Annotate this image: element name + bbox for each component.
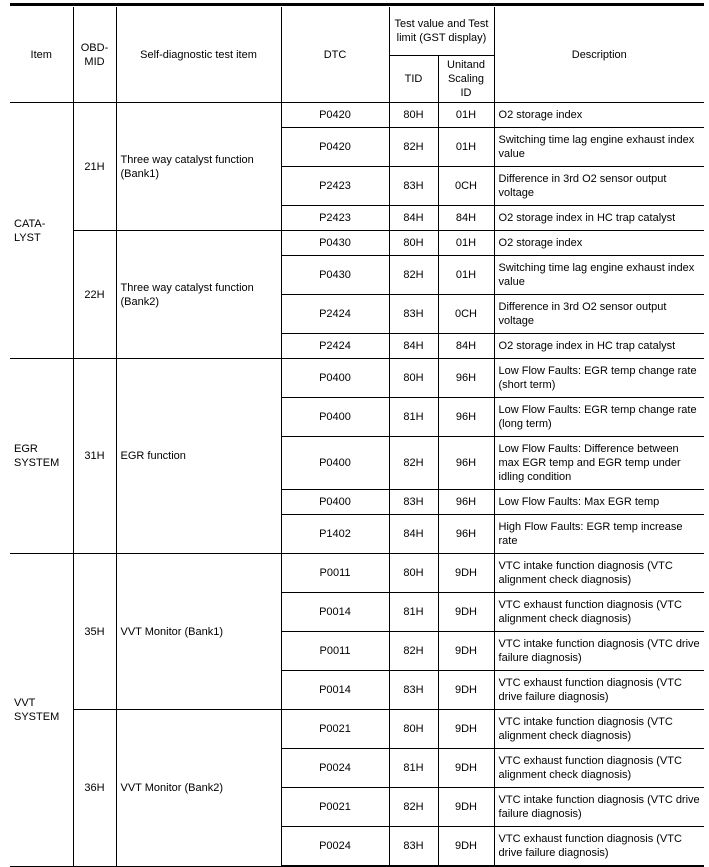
dtc-cell: P2424 (281, 334, 389, 359)
unit-scaling-cell: 0CH (438, 167, 494, 206)
description-cell: O2 storage index (494, 231, 704, 256)
unit-scaling-cell: 96H (438, 398, 494, 437)
dtc-cell: P0400 (281, 437, 389, 490)
obd-mid-cell: 31H (73, 359, 116, 554)
test-item-cell: VVT Monitor (Bank2) (116, 710, 281, 867)
table-row (10, 231, 704, 256)
dtc-cell: P0021 (281, 710, 389, 749)
unit-scaling-cell: 9DH (438, 593, 494, 632)
dtc-cell: P0011 (281, 554, 389, 593)
dtc-cell: P2423 (281, 206, 389, 231)
item-cell: VVT SYSTEM (10, 554, 73, 867)
description-cell: Difference in 3rd O2 sensor output voltage (494, 167, 704, 206)
dtc-cell: P0021 (281, 788, 389, 827)
table-row (10, 710, 704, 749)
dtc-cell: P0400 (281, 359, 389, 398)
description-cell: VTC exhaust function diagnosis (VTC drive failure diagnosis) (494, 671, 704, 710)
table-row (10, 359, 704, 398)
tid-cell: 81H (389, 593, 438, 632)
unit-scaling-cell: 9DH (438, 671, 494, 710)
dtc-cell: P0420 (281, 128, 389, 167)
obd-mid-cell: 21H (73, 103, 116, 231)
description-cell: VTC exhaust function diagnosis (VTC alignment check diagnosis) (494, 749, 704, 788)
tid-cell: 84H (389, 515, 438, 554)
tid-cell: 82H (389, 632, 438, 671)
item-cell: EGR SYSTEM (10, 359, 73, 554)
tid-cell: 80H (389, 231, 438, 256)
obd-mid-cell: 36H (73, 710, 116, 867)
header-obd-mid: OBD-MID (73, 7, 116, 103)
description-cell: O2 storage index in HC trap catalyst (494, 206, 704, 231)
dtc-cell: P0024 (281, 827, 389, 867)
description-cell: O2 storage index in HC trap catalyst (494, 334, 704, 359)
obd-mid-cell: 22H (73, 231, 116, 359)
unit-scaling-cell: 96H (438, 359, 494, 398)
unit-scaling-cell: 9DH (438, 554, 494, 593)
dtc-cell: P0014 (281, 671, 389, 710)
dtc-cell: P1402 (281, 515, 389, 554)
tid-cell: 80H (389, 710, 438, 749)
description-cell: Low Flow Faults: Difference between max EGR temp and EGR temp under idling condition (494, 437, 704, 490)
tid-cell: 82H (389, 437, 438, 490)
header-item: Item (10, 7, 73, 103)
tid-cell: 83H (389, 671, 438, 710)
header-test-value: Test value and Test limit (GST display) (389, 7, 494, 56)
test-item-cell: VVT Monitor (Bank1) (116, 554, 281, 710)
description-cell: VTC intake function diagnosis (VTC alignment check diagnosis) (494, 554, 704, 593)
tid-cell: 83H (389, 490, 438, 515)
description-cell: Switching time lag engine exhaust index value (494, 128, 704, 167)
tid-cell: 84H (389, 206, 438, 231)
unit-scaling-cell: 84H (438, 206, 494, 231)
tid-cell: 81H (389, 749, 438, 788)
obd-test-table (10, 7, 704, 867)
description-cell: Low Flow Faults: EGR temp change rate (long term) (494, 398, 704, 437)
unit-scaling-cell: 9DH (438, 788, 494, 827)
header-description: Description (494, 7, 704, 103)
header-tid: TID (389, 56, 438, 103)
dtc-cell: P0400 (281, 490, 389, 515)
table-row (10, 554, 704, 593)
tid-cell: 81H (389, 398, 438, 437)
description-cell: High Flow Faults: EGR temp increase rate (494, 515, 704, 554)
header-dtc: DTC (281, 7, 389, 103)
tid-cell: 82H (389, 788, 438, 827)
dtc-cell: P0400 (281, 398, 389, 437)
description-cell: Low Flow Faults: EGR temp change rate (short term) (494, 359, 704, 398)
description-cell: Switching time lag engine exhaust index value (494, 256, 704, 295)
unit-scaling-cell: 0CH (438, 295, 494, 334)
tid-cell: 83H (389, 827, 438, 867)
tid-cell: 80H (389, 103, 438, 128)
unit-scaling-cell: 01H (438, 128, 494, 167)
unit-scaling-cell: 84H (438, 334, 494, 359)
description-cell: VTC intake function diagnosis (VTC alignment check diagnosis) (494, 710, 704, 749)
obd-mid-cell: 35H (73, 554, 116, 710)
description-cell: Low Flow Faults: Max EGR temp (494, 490, 704, 515)
dtc-cell: P0024 (281, 749, 389, 788)
unit-scaling-cell: 96H (438, 490, 494, 515)
description-cell: VTC exhaust function diagnosis (VTC drive failure diagnosis) (494, 827, 704, 867)
unit-scaling-cell: 96H (438, 515, 494, 554)
description-cell: VTC intake function diagnosis (VTC drive failure diagnosis) (494, 788, 704, 827)
item-cell: CATA-LYST (10, 103, 73, 359)
test-item-cell: Three way catalyst function (Bank2) (116, 231, 281, 359)
test-item-cell: EGR function (116, 359, 281, 554)
description-cell: VTC intake function diagnosis (VTC drive failure diagnosis) (494, 632, 704, 671)
unit-scaling-cell: 9DH (438, 827, 494, 867)
header-unit-scaling-id: Unitand Scaling ID (438, 56, 494, 103)
description-cell: Difference in 3rd O2 sensor output voltage (494, 295, 704, 334)
unit-scaling-cell: 01H (438, 103, 494, 128)
dtc-cell: P0430 (281, 231, 389, 256)
unit-scaling-cell: 9DH (438, 632, 494, 671)
description-cell: O2 storage index (494, 103, 704, 128)
dtc-cell: P0430 (281, 256, 389, 295)
unit-scaling-cell: 01H (438, 231, 494, 256)
test-item-cell: Three way catalyst function (Bank1) (116, 103, 281, 231)
unit-scaling-cell: 96H (438, 437, 494, 490)
dtc-cell: P0420 (281, 103, 389, 128)
dtc-cell: P2424 (281, 295, 389, 334)
top-rule (10, 3, 704, 6)
tid-cell: 80H (389, 554, 438, 593)
table-row (10, 103, 704, 128)
description-cell: VTC exhaust function diagnosis (VTC alignment check diagnosis) (494, 593, 704, 632)
dtc-cell: P0014 (281, 593, 389, 632)
tid-cell: 80H (389, 359, 438, 398)
header-row-1 (10, 7, 704, 56)
unit-scaling-cell: 9DH (438, 749, 494, 788)
header-self-diagnostic-test-item: Self-diagnostic test item (116, 7, 281, 103)
tid-cell: 83H (389, 295, 438, 334)
dtc-cell: P2423 (281, 167, 389, 206)
table-body (10, 7, 704, 866)
tid-cell: 82H (389, 128, 438, 167)
unit-scaling-cell: 9DH (438, 710, 494, 749)
tid-cell: 83H (389, 167, 438, 206)
tid-cell: 84H (389, 334, 438, 359)
tid-cell: 82H (389, 256, 438, 295)
dtc-cell: P0011 (281, 632, 389, 671)
unit-scaling-cell: 01H (438, 256, 494, 295)
